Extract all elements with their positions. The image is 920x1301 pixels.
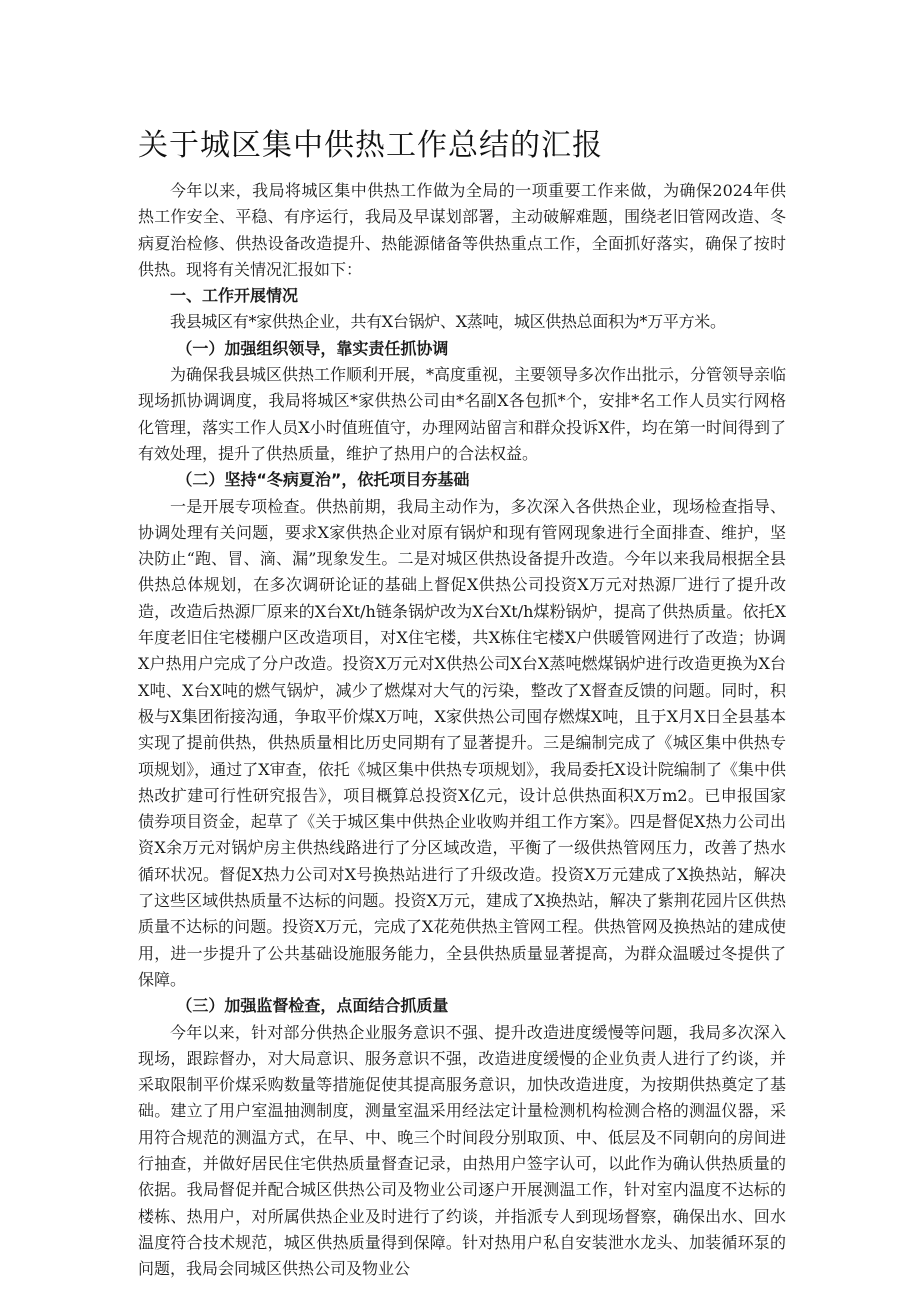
organization-paragraph: 为确保我县城区供热工作顺利开展，*高度重视，主要领导多次作出批示，分管领导亲临现场抓协调调度，我局将城区*家供热公司由*名副X各包抓*个，安排*名工作人员实行网格化管理，落实工作人员X小时值班值守，办理网站留言和群众投诉X件，均在第一时间得到了有效处理，提升了供热质量，维护了热用户的合法权益。 [138,365,787,463]
subsection-heading-winter-summer: （二）坚持“冬病夏治”，依托项目夯基础 [176,470,470,490]
section-heading-work-progress: 一、工作开展情况 [170,286,299,306]
document-title: 关于城区集中供热工作总结的汇报 [138,128,603,163]
subsection-heading-organization: （一）加强组织领导，靠实责任抓协调 [176,338,449,358]
overview-paragraph: 我县城区有*家供热企业，共有X台锅炉、X蒸吨，城区供热总面积为*万平方米。 [170,312,726,332]
intro-paragraph: 今年以来，我局将城区集中供热工作做为全局的一项重要工作来做，为确保2024年供热工作安全、平稳、有序运行，我局及早谋划部署，主动破解难题，围绕老旧管网改造、冬病夏治检修、供热设备改造提升、热能源储备等供热重点工作，全面抓好落实，确保了按时供热。现将有关情况汇报如下： [138,181,786,279]
projects-paragraph: 一是开展专项检查。供热前期，我局主动作为，多次深入各供热企业，现场检查指导、协调处理有关问题，要求X家供热企业对原有锅炉和现有管网现象进行全面排查、维护，坚决防止“跑、冒、滴、漏”现象发生。二是对城区供热设备提升改造。今年以来我局根据全县供热总体规划，在多次调研论证的基础上督促X供热公司投资X万元对热源厂进行了提升改造，改造后热源厂原来的X台Xt/h链条锅炉改为X台Xt/h煤粉锅炉，提高了供热质量。依托X年度老旧住宅楼棚户区改造项目，对X住宅楼，共X栋住宅楼X户供暖管网进行了改造；协调X户热用户完成了分户改造。投资X万元对X供热公司X台X蒸吨燃煤锅炉进行改造更换为X台X吨、X台X吨的燃气锅炉，减少了燃煤对大气的污染，整改了X督查反馈的问题。同时，积极与X集团衔接沟通，争取平价煤X万吨，X家供热公司囤存燃煤X吨，且于X月X日全县基本实现了提前供热，供热质量相比历史同期有了显著提升。三是编制完成了《城区集中供热专项规划》，通过了X审查，依托《城区集中供热专项规划》，我局委托X设计院编制了《集中供热改扩建可行性研究报告》，项目概算总投资X亿元，设计总供热面积X万m2。已申报国家债券项目资金，起草了《关于城区集中供热企业收购并组工作方案》。四是督促X热力公司出资X余万元对锅炉房主供热线路进行了分区域改造，平衡了一级供热管网压力，改善了热水循环状况。督促X热力公司对X号换热站进行了升级改造。投资X万元建成了X换热站，解决了这些区域供热质量不达标的问题。投资X万元，建成了X换热站，解决了紫荆花园片区供热质量不达标的问题。投资X万元，完成了X花苑供热主管网工程。供热管网及换热站的建成使用，进一步提升了公共基础设施服务能力，全县供热质量显著提高，为群众温暖过冬提供了保障。 [138,496,786,989]
subsection-heading-supervision: （三）加强监督检查，点面结合抓质量 [176,996,449,1016]
document-body [138,178,786,1282]
supervision-paragraph: 今年以来，针对部分供热企业服务意识不强、提升改造进度缓慢等问题，我局多次深入现场，跟踪督办，对大局意识、服务意识不强，改造进度缓慢的企业负责人进行了约谈，并采取限制平价煤采购数量等措施促使其提高服务意识，加快改造进度，为按期供热奠定了基础。建立了用户室温抽测制度，测量室温采用经法定计量检测机构检测合格的测温仪器，采用符合规范的测温方式，在早、中、晚三个时间段分别取顶、中、低层及不同朝向的房间进行抽查，并做好居民住宅供热质量督查记录，由热用户签字认可，以此作为确认供热质量的依据。我局督促并配合城区供热公司及物业公司逐户开展测温工作，针对室内温度不达标的楼栋、热用户，对所属供热企业及时进行了约谈，并指派专人到现场督察，确保出水、回水温度符合技术规范，城区供热质量得到保障。针对热用户私自安装泄水龙头、加装循环泵的问题，我局会同城区供热公司及物业公 [138,1022,786,1279]
